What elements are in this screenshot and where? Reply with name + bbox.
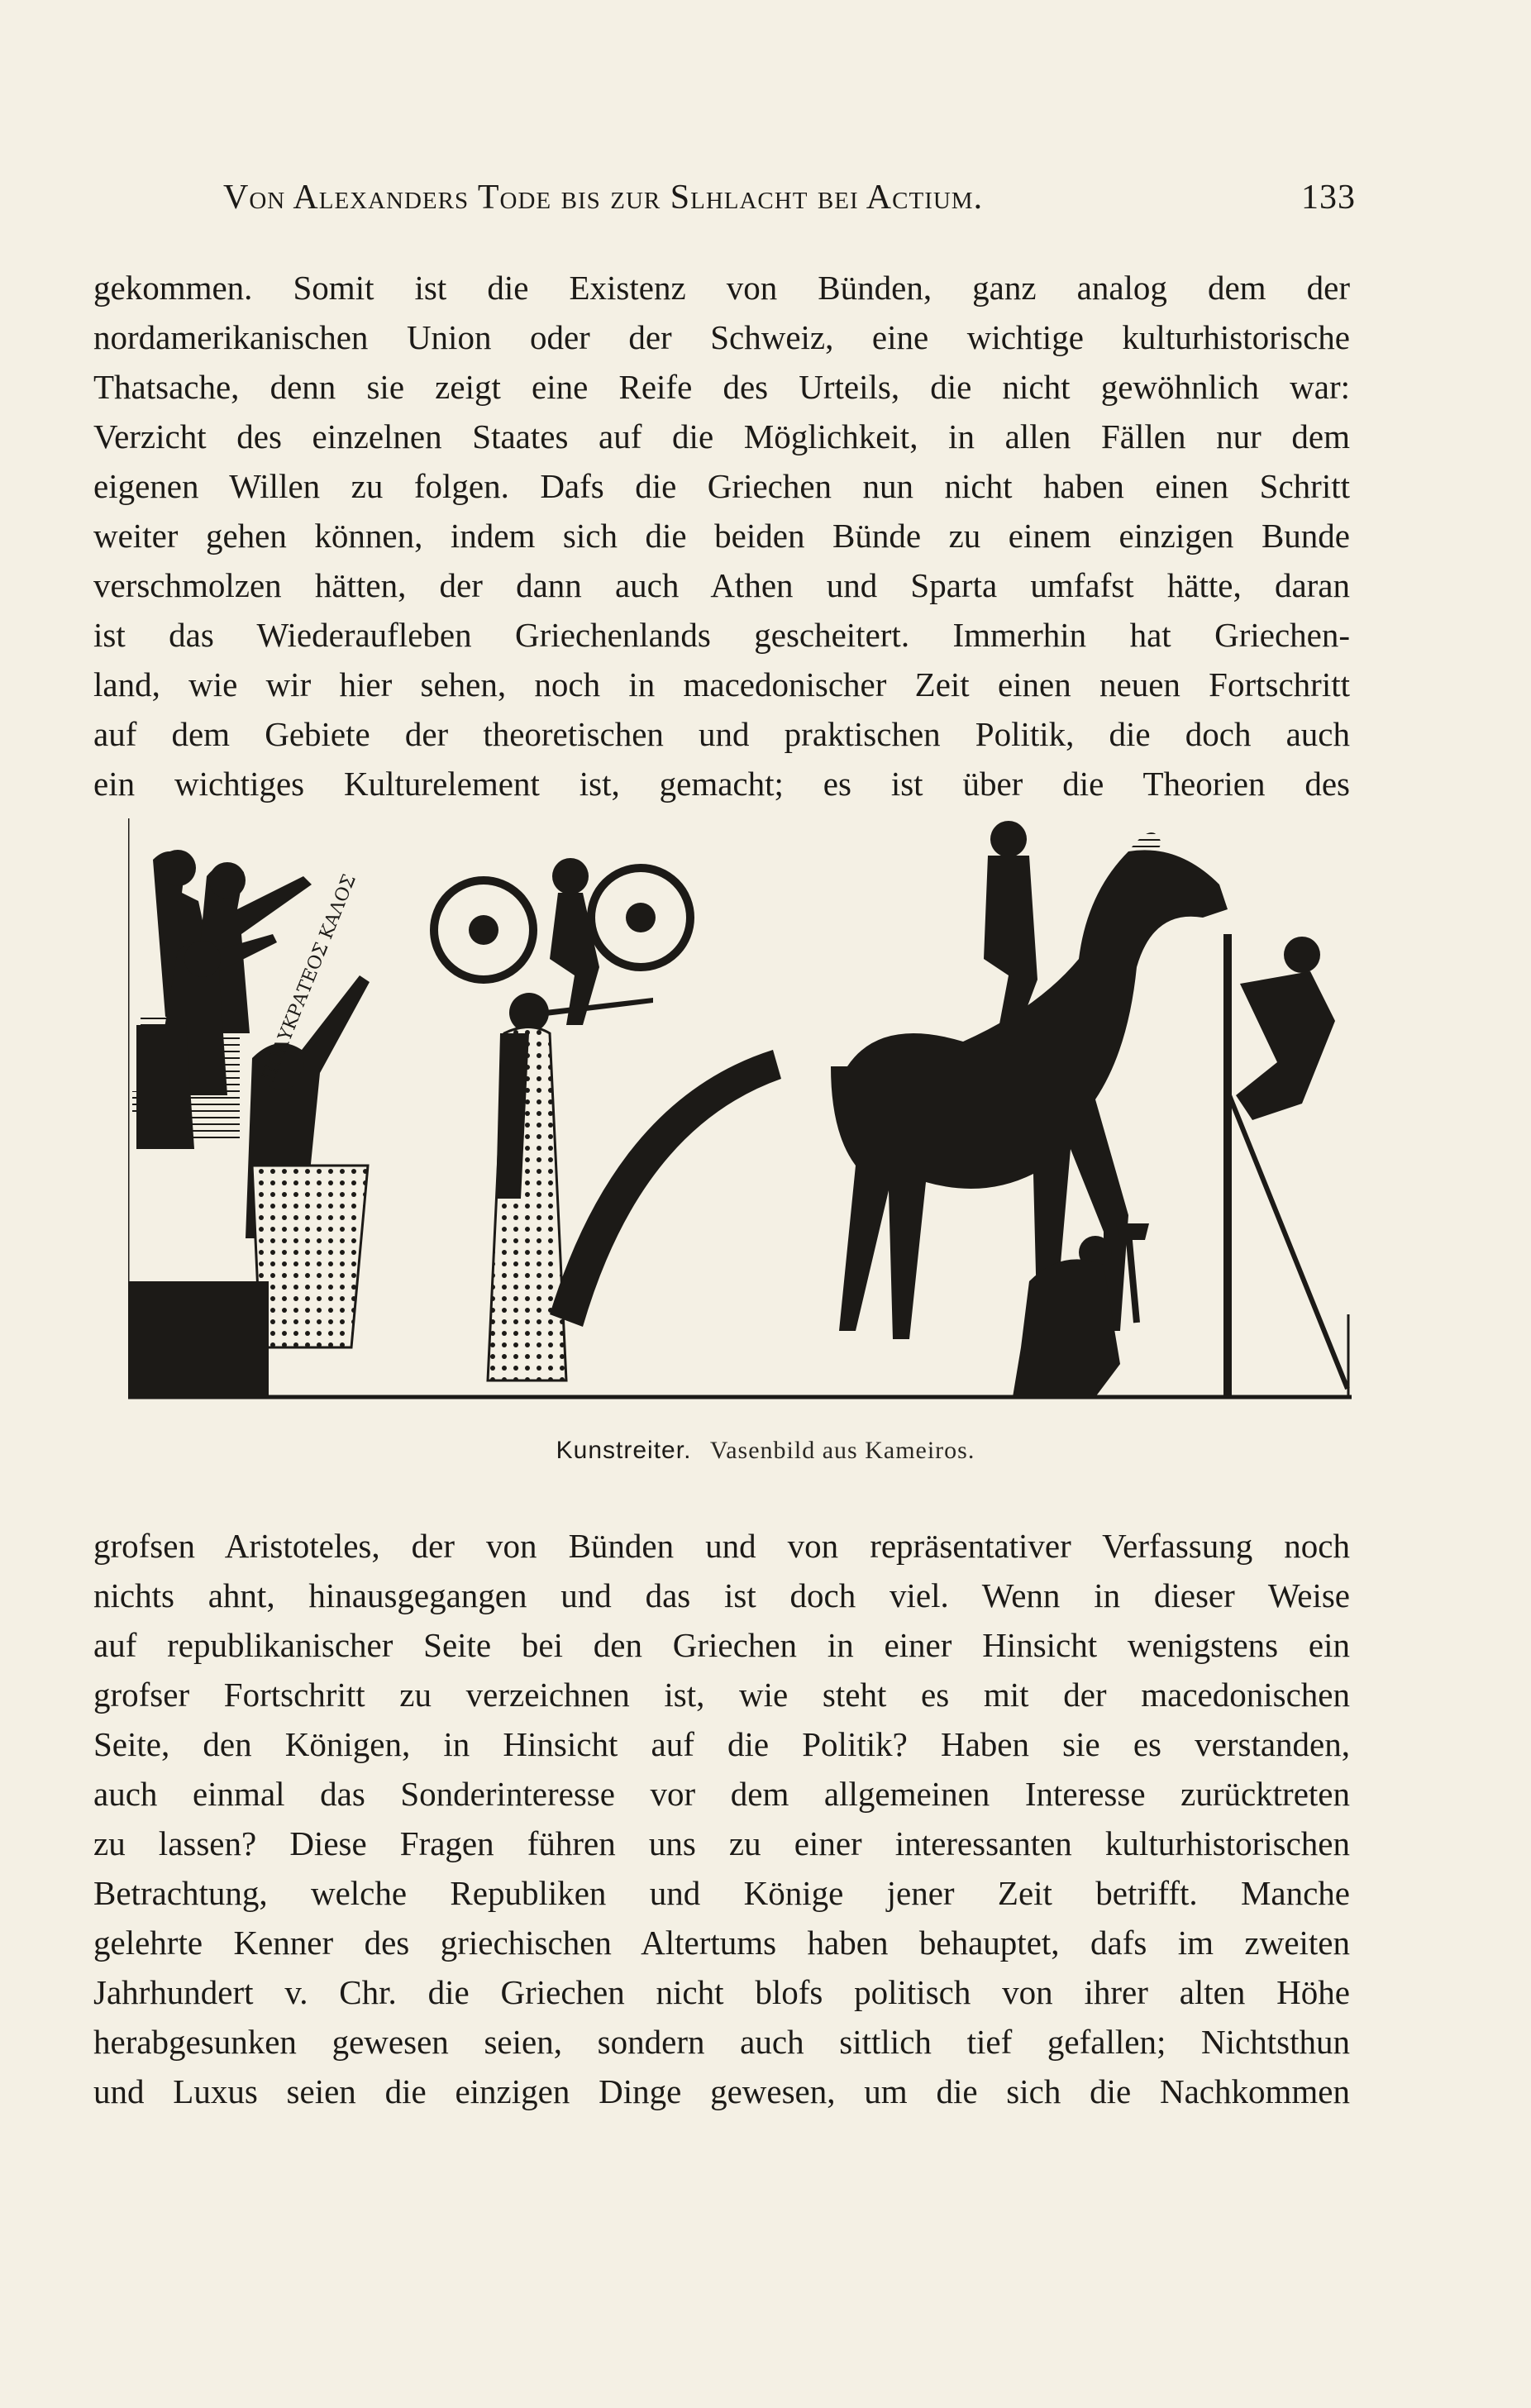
text-line: auf republikanischer Seite bei den Griechen in einer Hinsicht wenigstens ein bbox=[93, 1626, 1350, 1664]
vase-illustration bbox=[128, 818, 1352, 1409]
text-line: land, wie wir hier sehen, noch in macedonischer Zeit einen neuen Fortschritt bbox=[93, 665, 1350, 703]
caption-title: Kunstreiter. bbox=[556, 1437, 692, 1464]
text-line: gekommen. Somit ist die Existenz von Bünden, ganz analog dem der bbox=[93, 269, 1350, 307]
text-line: grofsen Aristoteles, der von Bünden und von repräsentativer Verfassung noch bbox=[93, 1527, 1350, 1565]
text-line: ist das Wiederaufleben Griechenlands gescheitert. Immerhin hat Griechen- bbox=[93, 616, 1350, 654]
body-text-top bbox=[93, 263, 1350, 808]
climbing-figure bbox=[1228, 934, 1347, 1397]
caption-source: Vasenbild aus Kameiros. bbox=[709, 1437, 975, 1464]
text-line: gelehrte Kenner des griechischen Altertums haben behauptet, dafs im zweiten bbox=[93, 1924, 1350, 1962]
text-line: weiter gehen können, indem sich die beiden Bünde zu einem einzigen Bunde bbox=[93, 517, 1350, 555]
text-line: nichts ahnt, hinausgegangen und das ist doch viel. Wenn in dieser Weise bbox=[93, 1576, 1350, 1614]
text-line: grofser Fortschritt zu verzeichnen ist, wie steht es mit der macedonischen bbox=[93, 1676, 1350, 1714]
text-line: auf dem Gebiete der theoretischen und praktischen Politik, die doch auch bbox=[93, 715, 1350, 753]
text-line: Thatsache, denn sie zeigt eine Reife des Urteils, die nicht gewöhnlich war: bbox=[93, 368, 1350, 406]
running-head bbox=[223, 178, 1356, 227]
text-line: Verzicht des einzelnen Staates auf die Möglichkeit, in allen Fällen nur dem bbox=[93, 417, 1350, 455]
figure-caption bbox=[0, 1437, 1531, 1473]
crouching-figure bbox=[1013, 1223, 1149, 1397]
running-title: Von Alexanders Tode bis zur Slhlacht bei Actium. bbox=[223, 179, 984, 217]
text-line: herabgesunken gewesen seien, sondern auch sittlich tief gefallen; Nichtsthun bbox=[93, 2023, 1350, 2061]
vase-inscription: ΠΟΛΥΚΡΑΤΕΟΣ ΚΑΛΟΣ bbox=[258, 871, 360, 1085]
horse-and-rider bbox=[831, 821, 1228, 1339]
text-line: nordamerikanischen Union oder der Schweiz, eine wichtige kulturhistorische bbox=[93, 318, 1350, 356]
text-line: verschmolzen hätten, der dann auch Athen und Sparta umfafst hätte, daran bbox=[93, 566, 1350, 604]
text-line: Betrachtung, welche Republiken und Könige jener Zeit betrifft. Manche bbox=[93, 1874, 1350, 1912]
text-line: eigenen Willen zu folgen. Dafs die Griechen nun nicht haben einen Schritt bbox=[93, 467, 1350, 505]
page-number: 133 bbox=[1301, 179, 1356, 217]
text-line: auch einmal das Sonderinteresse vor dem allgemeinen Interesse zurücktreten bbox=[93, 1775, 1350, 1813]
text-line: Jahrhundert v. Chr. die Griechen nicht blofs politisch von ihrer alten Höhe bbox=[93, 1973, 1350, 2011]
text-line: und Luxus seien die einzigen Dinge gewesen, um die sich die Nachkommen bbox=[93, 2072, 1350, 2110]
text-line: ein wichtiges Kulturelement ist, gemacht; es ist über die Theorien des bbox=[93, 765, 1350, 803]
text-line: zu lassen? Diese Fragen führen uns zu einer interessanten kulturhistorischen bbox=[93, 1824, 1350, 1862]
text-line: Seite, den Königen, in Hinsicht auf die Politik? Haben sie es verstanden, bbox=[93, 1725, 1350, 1763]
body-text-bottom bbox=[93, 1521, 1350, 2116]
